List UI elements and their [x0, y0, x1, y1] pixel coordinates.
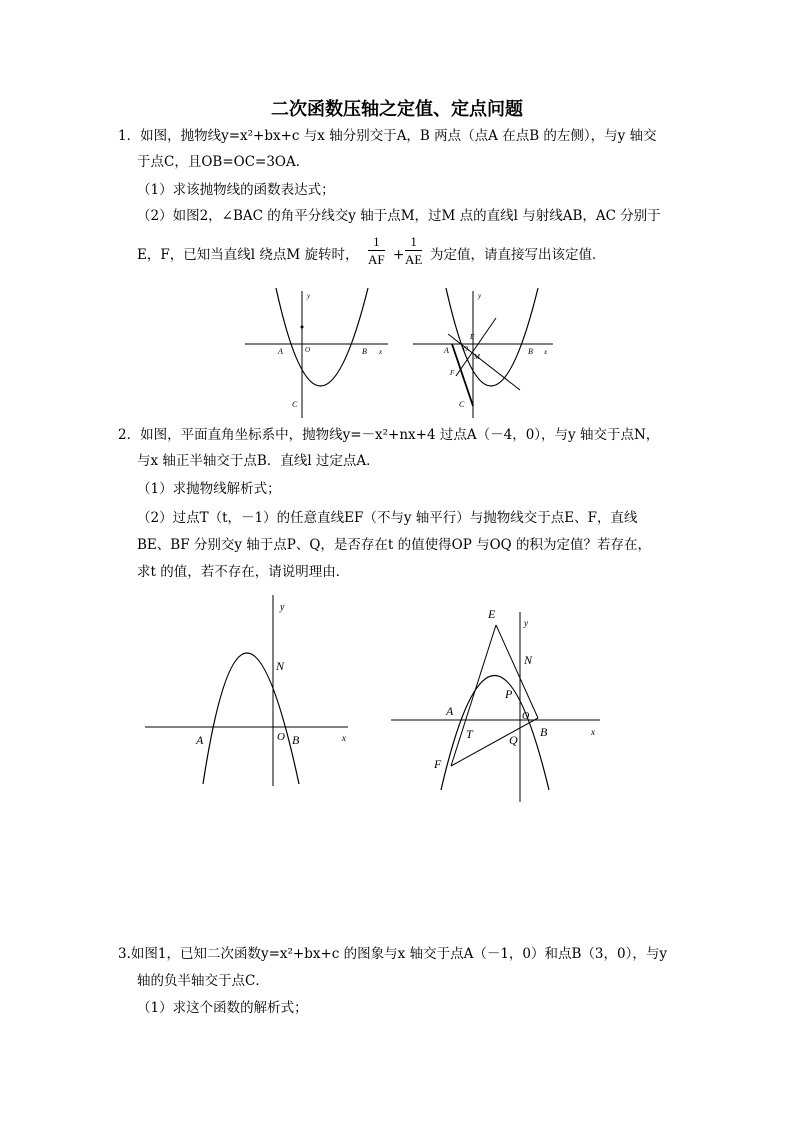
frac2-denominator: AE — [405, 252, 423, 267]
q2f2-label-p: P — [505, 687, 513, 701]
frac1-denominator: AF — [368, 252, 385, 267]
q1f1-label-c: C — [292, 400, 298, 409]
q1f2-label-b: B — [528, 347, 533, 356]
q2f1-label-x: x — [342, 733, 346, 743]
q1f2-label-a: A — [444, 346, 449, 355]
q2-part1: （1）求抛物线解析式； — [137, 481, 281, 497]
fraction-1-over-af — [368, 233, 385, 268]
q3-part1: （1）求这个函数的解析式； — [137, 1000, 308, 1016]
q1-line1: 1．如图，抛物线y=x²+bx+c 与x 轴分别交于A，B 两点（点A 在点B 的左侧），与y 轴交 — [118, 128, 657, 144]
q2-part2c: 求t 的值，若不存在，请说明理由． — [137, 564, 350, 580]
q2f2-label-n: N — [524, 653, 533, 667]
frac1-numerator: 1 — [368, 233, 385, 251]
q2f2-label-t: T — [466, 727, 473, 741]
q1f1-label-y: y — [307, 292, 311, 300]
q2f1-label-y: y — [280, 602, 285, 613]
q2f2-label-x: x — [591, 727, 595, 737]
plus-sign: + — [393, 247, 405, 263]
frac2-numerator: 1 — [405, 233, 422, 251]
q1-part1: （1）求该抛物线的函数表达式； — [137, 182, 335, 198]
q1f1-label-x: x — [379, 348, 383, 356]
q2-figure-1 — [140, 590, 360, 790]
q2f2-label-e: E — [488, 607, 496, 621]
q1-part2a: （2）如图2，∠BAC 的角平分线交y 轴于点M，过M 点的直线l 与射线AB，AC 分别于 — [137, 208, 661, 224]
q2f1-label-a: A — [196, 733, 204, 747]
q2f2-label-o: O — [522, 711, 530, 722]
q1f1-label-b: B — [362, 347, 367, 356]
q1f2-label-c: C — [459, 400, 465, 409]
q2f2-label-f: F — [434, 757, 442, 771]
q2-part2b: BE、BF 分别交y 轴于点P、Q，是否存在t 的值使得OP 与OQ 的积为定值？若存在， — [137, 537, 652, 553]
q1-part2b-post: 为定值，请直接写出该定值． — [430, 247, 606, 263]
q2f2-label-a: A — [446, 704, 454, 718]
q1f2-label-x: x — [544, 348, 548, 356]
q1f2-label-o: O — [463, 345, 469, 353]
q2-line1: 2．如图，平面直角坐标系中，抛物线y=－x²+nx+4 过点A（－4，0），与y 轴交于点N， — [118, 427, 660, 443]
q3-line1: 3.如图1，已知二次函数y=x²+bx+c 的图象与x 轴交于点A（－1，0）和点B（3，0），与y — [118, 946, 667, 962]
page-title: 二次函数压轴之定值、定点问题 — [271, 99, 523, 120]
q2f2-label-b: B — [540, 725, 548, 739]
q3-line2: 轴的负半轴交于点C． — [137, 973, 269, 989]
q1f2-label-f: F — [450, 369, 455, 377]
q1f2-label-e: E — [470, 333, 475, 341]
q2f1-label-n: N — [276, 659, 285, 673]
q2-figure-2 — [388, 600, 608, 805]
q2f2-label-q: Q — [509, 733, 518, 747]
q1-figure-2 — [408, 288, 558, 420]
q1f1-label-a: A — [278, 347, 283, 356]
q1f2-label-m: M — [474, 353, 480, 361]
q2f1-label-b: B — [292, 733, 300, 747]
q2f2-label-y: y — [524, 618, 528, 628]
q1-figure-1 — [240, 288, 390, 420]
q1f2-label-y: y — [478, 292, 482, 300]
q1-line2: 于点C，且OB=OC=3OA． — [137, 154, 310, 170]
q1f1-label-o: O — [305, 346, 311, 354]
q2-line2: 与x 轴正半轴交于点B．直线l 过定点A． — [137, 453, 380, 469]
fraction-1-over-ae — [405, 233, 422, 268]
q1-part2b-pre: E，F，已知当直线l 绕点M 旋转时， — [137, 247, 359, 263]
q2f1-label-o: O — [277, 731, 285, 743]
q2-part2a: （2）过点T（t，－1）的任意直线EF（不与y 轴平行）与抛物线交于点E、F，直线 — [137, 510, 638, 526]
